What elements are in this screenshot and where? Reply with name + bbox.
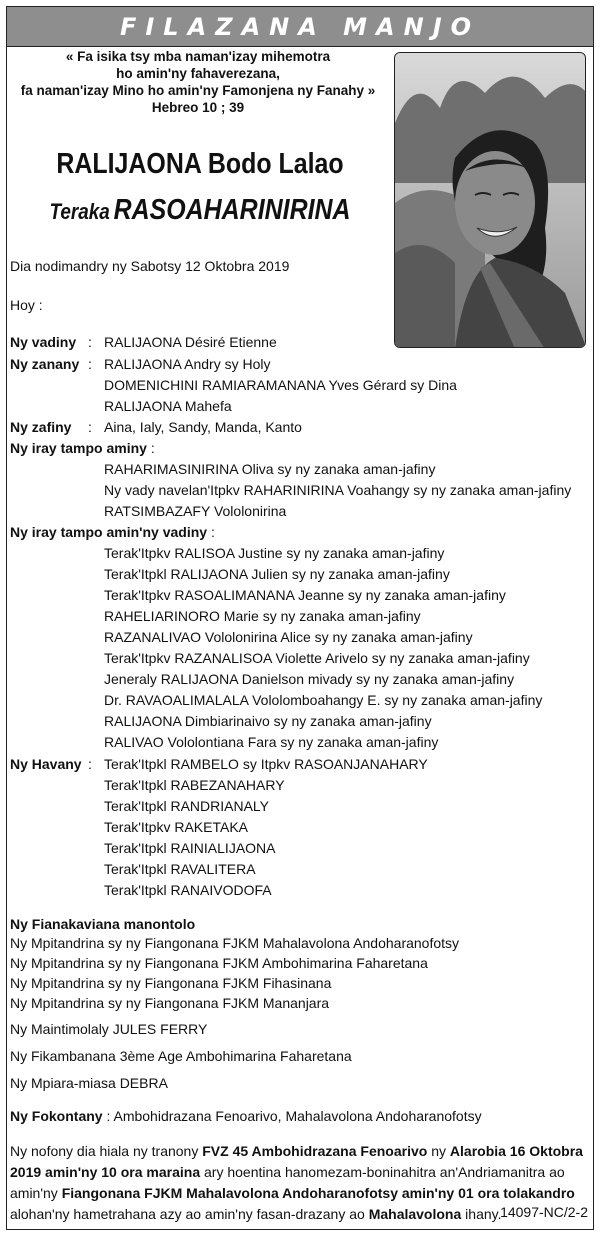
mpiara-miasa-line: Ny Mpiara-miasa DEBRA: [10, 1075, 168, 1091]
tampo-aminy-heading: Ny iray tampo aminy :: [10, 440, 155, 456]
fiangonana-line: Ny Mpitandrina sy ny Fiangonana FJKM Ambohimarina Faharetana: [10, 955, 428, 971]
havany-label: Ny Havany: [10, 756, 82, 772]
colon: :: [88, 356, 92, 372]
funeral-text: ihany.: [461, 1206, 502, 1222]
quote-line: ho amin'ny fahaverezana,: [116, 66, 280, 81]
fiangonana-line: Ny Mpitandrina sy ny Fiangonana FJKM Mananjara: [10, 995, 330, 1011]
tampo-vadiny-item: RAZANALIVAO Vololonirina Alice sy ny zanaka aman-jafiny: [104, 629, 473, 645]
alias-prefix: Teraka: [49, 199, 110, 224]
fikambanana-line: Ny Fikambanana 3ème Age Ambohimarina Faharetana: [10, 1048, 352, 1064]
zanany-item: RALIJAONA Andry sy Holy: [104, 356, 271, 372]
funeral-paragraph: [10, 1141, 584, 1225]
tampo-aminy-item: Ny vady navelan'Itpkv RAHARINIRINA Voahangy sy ny zanaka aman-jafiny: [104, 482, 572, 498]
death-date: Dia nodimandry ny Sabotsy 12 Oktobra 2019: [10, 258, 290, 274]
hoy-label: Hoy :: [10, 297, 43, 313]
vadiny-label: Ny vadiny: [10, 334, 77, 350]
colon: :: [88, 756, 92, 772]
havany-item: Terak'Itpkv RAKETAKA: [104, 819, 249, 835]
funeral-text: alohan'ny hametrahana azy ao amin'ny fasan-drazany ao: [10, 1206, 369, 1222]
colon: :: [88, 334, 92, 350]
fokontany-value: : Ambohidrazana Fenoarivo, Mahalavolona Andoharanofotsy: [102, 1108, 482, 1124]
havany-item: Terak'Itpkl RAVALITERA: [104, 861, 256, 877]
alias-name: RASOAHARINIRINA: [113, 194, 351, 226]
havany-item: Terak'Itpkl RABEZANAHARY: [104, 777, 285, 793]
zafiny-value: Aina, Ialy, Sandy, Manda, Kanto: [104, 419, 302, 435]
tampo-vadiny-item: RALIVAO Vololontiana Fara sy ny zanaka aman-jafiny: [104, 734, 439, 750]
tampo-vadiny-item: RALIJAONA Dimbiarinaivo sy ny zanaka aman-jafiny: [104, 713, 432, 729]
vadiny-value: RALIJAONA Désiré Etienne: [104, 334, 277, 350]
havany-item: Terak'Itpkl RANDRIANALY: [104, 798, 270, 814]
funeral-bold: Alarobia 16 Oktobra 2019 amin'ny 10 ora maraina: [10, 1143, 583, 1180]
fianakaviana-title: Ny Fianakaviana manontolo: [10, 916, 196, 932]
funeral-bold: Mahalavolona: [368, 1206, 462, 1222]
notice-title: FILAZANA MANJO: [119, 12, 481, 41]
zafiny-label: Ny zafiny: [10, 419, 72, 435]
quote-line: « Fa isika tsy mba naman'izay mihemotra: [65, 49, 331, 64]
fiangonana-line: Ny Mpitandrina sy ny Fiangonana FJKM Fihasinana: [10, 975, 332, 991]
funeral-text: Ny nofony dia hiala ny tranony: [10, 1143, 203, 1159]
bible-quote: [8, 48, 388, 116]
tampo-vadiny-item: RAHELIARINORO Marie sy ny zanaka aman-jafiny: [104, 608, 421, 624]
tampo-vadiny-heading: Ny iray tampo amin'ny vadiny :: [10, 524, 215, 540]
funeral-bold: FVZ 45 Ambohidrazana Fenoarivo: [202, 1143, 428, 1159]
zanany-item: RALIJAONA Mahefa: [104, 398, 232, 414]
fokontany-label: Ny Fokontany: [10, 1108, 103, 1124]
havany-item: Terak'Itpkl RAMBELO sy Itpkv RASOANJANAHARY: [104, 756, 428, 772]
tampo-vadiny-item: Terak'Itpkv RASOALIMANANA Jeanne sy ny zanaka aman-jafiny: [104, 587, 506, 603]
quote-reference: Hebreo 10 ; 39: [151, 100, 245, 115]
tampo-aminy-label: Ny iray tampo aminy: [10, 440, 147, 456]
quote-line: fa naman'izay Mino ho amin'ny Famonjena ny Fanahy »: [20, 83, 376, 98]
funeral-bold: Fiangonana FJKM Mahalavolona Andoharanofotsy amin'ny 01 ora tolakandro: [61, 1185, 575, 1201]
zanany-item: DOMENICHINI RAMIARAMANANA Yves Gérard sy Dina: [104, 377, 457, 393]
funeral-text: ny: [427, 1143, 450, 1159]
tampo-vadiny-item: Terak'Itpkl RALIJAONA Julien sy ny zanaka aman-jafiny: [104, 566, 450, 582]
maintimolaly-line: Ny Maintimolaly JULES FERRY: [10, 1021, 208, 1037]
tampo-aminy-item: RATSIMBAZAFY Vololonirina: [104, 503, 287, 519]
notice-reference: 14097-NC/2-2: [500, 1204, 588, 1220]
fiangonana-line: Ny Mpitandrina sy ny Fiangonana FJKM Mahalavolona Andoharanofotsy: [10, 935, 460, 951]
havany-item: Terak'Itpkl RANAIVODOFA: [104, 882, 272, 898]
tampo-vadiny-item: Terak'Itpkv RAZANALISOA Violette Arivelo sy ny zanaka aman-jafiny: [104, 650, 530, 666]
tampo-vadiny-item: Dr. RAVAOALIMALALA Vololomboahangy E. sy ny zanaka aman-jafiny: [104, 692, 543, 708]
fokontany-line: [10, 1108, 482, 1125]
tampo-vadiny-label: Ny iray tampo amin'ny vadiny: [10, 524, 208, 540]
deceased-name: RALIJAONA Bodo Lalao: [56, 148, 344, 180]
tampo-vadiny-item: Jeneraly RALIJAONA Danielson mivady sy ny zanaka aman-jafiny: [104, 671, 515, 687]
funeral-text: ary hoentina hanomezam-boninahitra an'Andriamanitra ao amin'ny: [10, 1164, 565, 1201]
deceased-alias: [37, 194, 364, 227]
tampo-aminy-item: RAHARIMASINIRINA Oliva sy ny zanaka aman-jafiny: [104, 461, 436, 477]
portrait-photo: [394, 52, 586, 348]
colon: :: [88, 419, 92, 435]
notice-header: [7, 7, 593, 47]
tampo-vadiny-item: Terak'Itpkv RALISOA Justine sy ny zanaka aman-jafiny: [104, 545, 445, 561]
havany-item: Terak'Itpkl RAINIALIJAONA: [104, 840, 276, 856]
zanany-label: Ny zanany: [10, 356, 80, 372]
portrait-illustration: [395, 53, 586, 348]
